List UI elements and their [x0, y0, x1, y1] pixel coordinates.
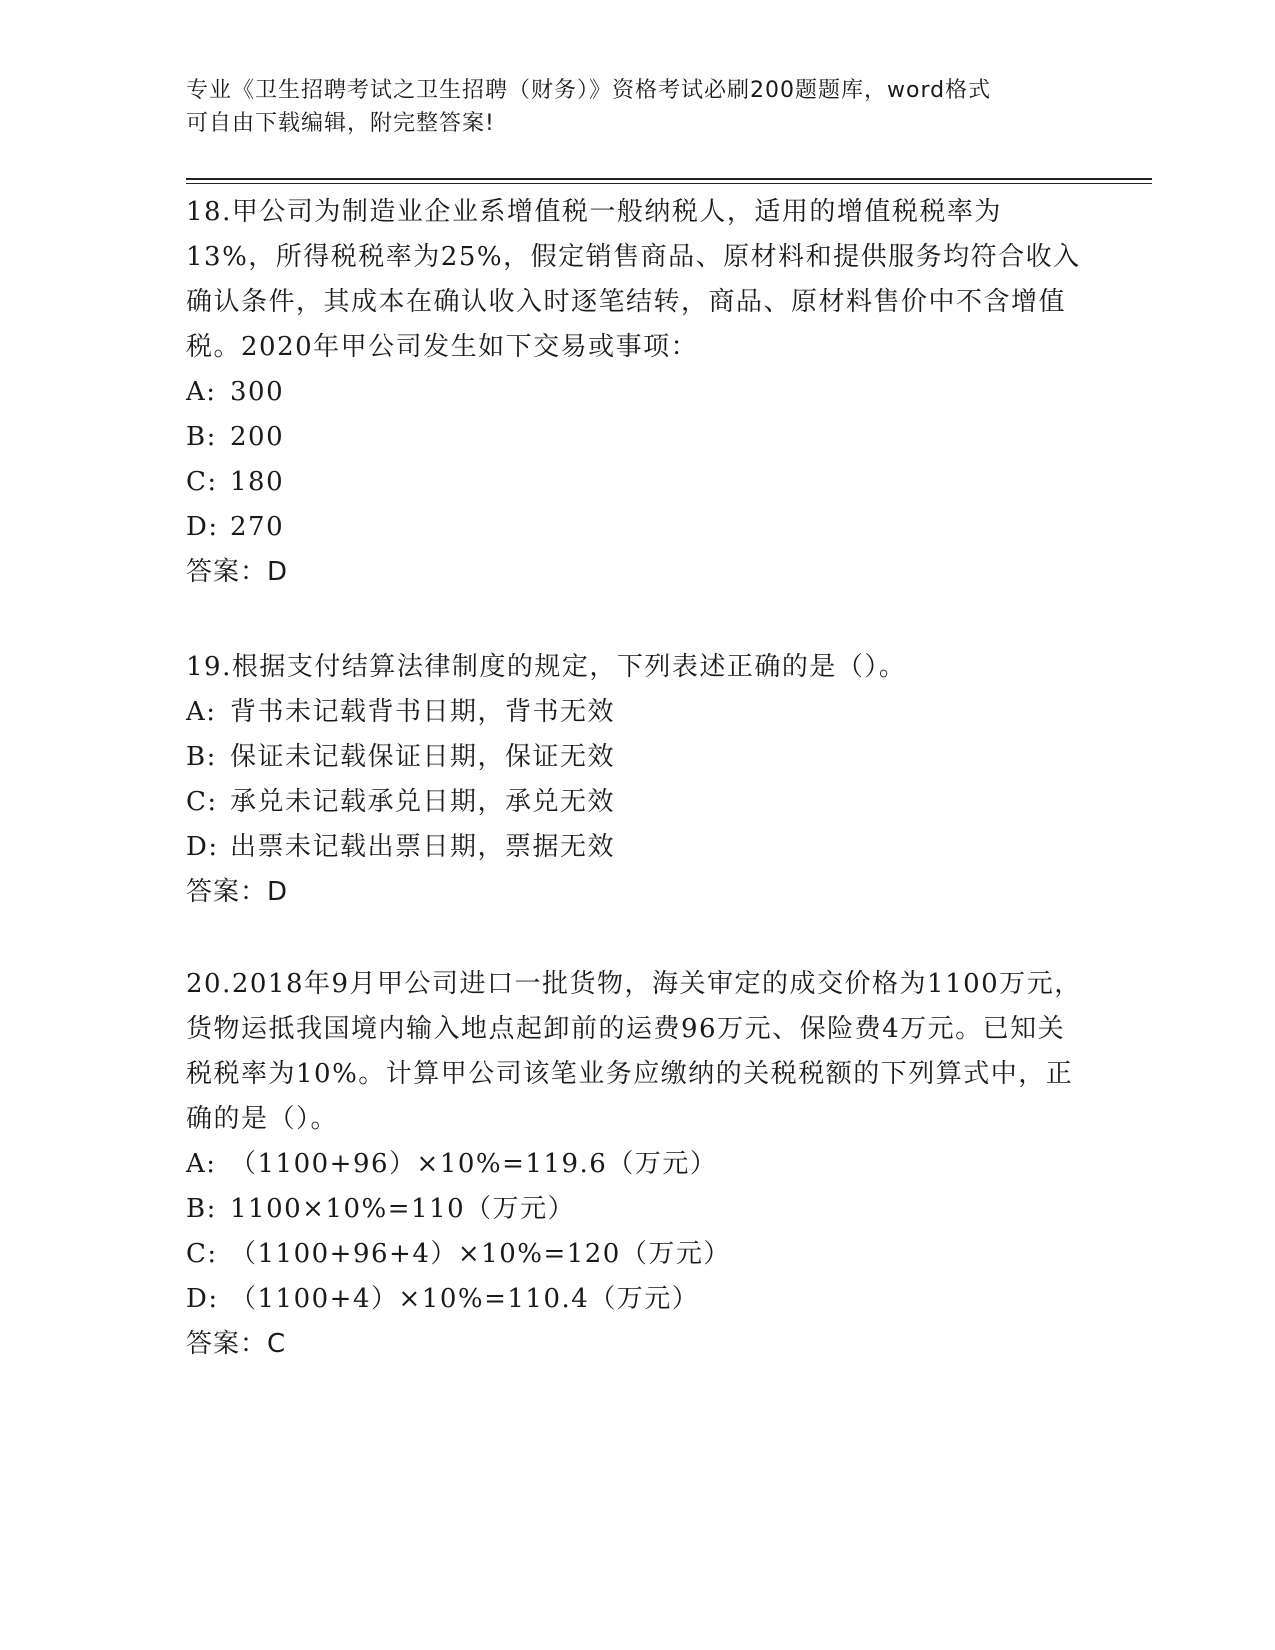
header-divider-thin: [186, 183, 1152, 184]
answer-label: 答案：C: [186, 1329, 287, 1359]
option-key: B:: [186, 742, 217, 772]
question-19: [186, 645, 1086, 915]
option-c: [186, 460, 1086, 505]
option-text: 300: [230, 377, 285, 407]
option-b: [186, 415, 1086, 460]
option-d: [186, 825, 1086, 870]
answer-label: 答案：D: [186, 557, 289, 587]
question-stem: 20.2018年9月甲公司进口一批货物，海关审定的成交价格为1100万元，货物运抵我国境内输入地点起卸前的运费96万元、保险费4万元。已知关税税率为10%。计算甲公司该笔业务应缴纳的关税税额的下列算式中，正确的是（）。: [186, 969, 1082, 1134]
option-text: （1100+4）×10%=110.4（万元）: [230, 1284, 700, 1314]
option-text: 背书未记载背书日期，背书无效: [230, 697, 616, 727]
option-key: D:: [186, 1284, 219, 1314]
option-text: 出票未记载出票日期，票据无效: [230, 832, 616, 862]
option-key: A:: [186, 697, 217, 727]
option-text: （1100+96+4）×10%=120（万元）: [230, 1239, 731, 1269]
option-key: C:: [186, 1239, 218, 1269]
option-c: [186, 1232, 1086, 1277]
question-20: [186, 962, 1086, 1367]
option-key: A:: [186, 1149, 217, 1179]
option-key: B:: [186, 422, 217, 452]
option-text: 承兑未记载承兑日期，承兑无效: [230, 787, 616, 817]
option-text: 保证未记载保证日期，保证无效: [230, 742, 616, 772]
option-key: C:: [186, 787, 218, 817]
option-key: D:: [186, 512, 219, 542]
option-text: 270: [230, 512, 285, 542]
header-line-2: 可自由下载编辑，附完整答案!: [186, 111, 495, 136]
option-b: [186, 735, 1086, 780]
header-divider-thick: [186, 178, 1152, 180]
option-text: （1100+96）×10%=119.6（万元）: [230, 1149, 718, 1179]
option-a: [186, 1142, 1086, 1187]
option-key: C:: [186, 467, 218, 497]
option-key: A:: [186, 377, 217, 407]
option-c: [186, 780, 1086, 825]
option-a: [186, 370, 1086, 415]
option-key: D:: [186, 832, 219, 862]
option-a: [186, 690, 1086, 735]
option-key: B:: [186, 1194, 217, 1224]
question-stem: 19.根据支付结算法律制度的规定，下列表述正确的是（）。: [186, 652, 907, 682]
option-text: 180: [230, 467, 285, 497]
question-18: [186, 190, 1086, 595]
question-stem: 18.甲公司为制造业企业系增值税一般纳税人，适用的增值税税率为13%，所得税税率为25%，假定销售商品、原材料和提供服务均符合收入确认条件，其成本在确认收入时逐笔结转，商品、原材料售价中不含增值税。2020年甲公司发生如下交易或事项：: [186, 197, 1081, 362]
option-d: [186, 1277, 1086, 1322]
option-b: [186, 1187, 1086, 1232]
option-d: [186, 505, 1086, 550]
option-text: 1100×10%=110（万元）: [230, 1194, 576, 1224]
header-line-1: 专业《卫生招聘考试之卫生招聘（财务）》资格考试必刷200题题库，word格式: [186, 78, 992, 103]
answer-label: 答案：D: [186, 877, 289, 907]
document-header: [186, 74, 1066, 140]
option-text: 200: [230, 422, 285, 452]
